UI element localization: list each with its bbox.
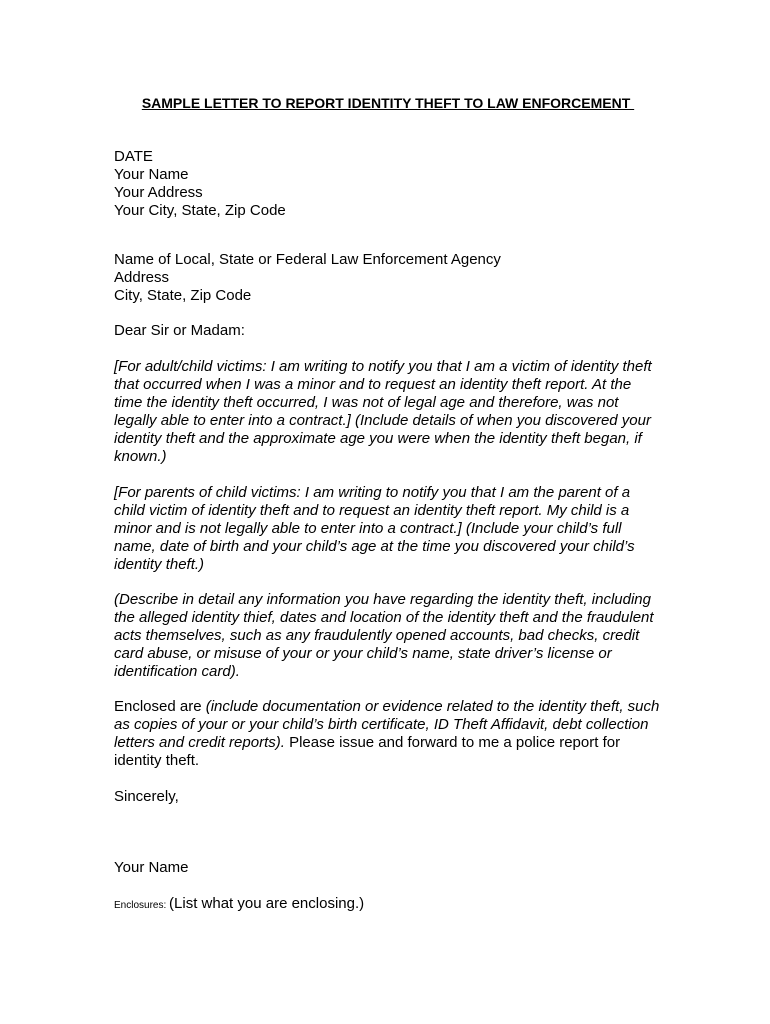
enclosures-label: Enclosures: (114, 900, 170, 911)
salutation (114, 322, 674, 340)
enclosures-text: (List what you are enclosing.) (169, 895, 365, 912)
enclosed-italic: (include documentation or evidence related to the identity theft, such as copies of your or your child’s birth certificate, ID Theft Affidavit, debt collection letters and credit reports). (114, 698, 660, 751)
sender-date: DATE (114, 148, 153, 165)
enclosures-line (114, 895, 674, 915)
paragraph-adult-child-victims: [For adult/child victims: I am writing to notify you that I am a victim of identity theft that occurred when I was a minor and to request an identity theft report. At the time the identity theft occurred, I was not of legal age and therefore, was not legally able to enter into a contract.] (Include details of when you discovered your identity theft and the approximate age you were when the identity theft began, if known.) (114, 358, 652, 465)
letter-title: SAMPLE LETTER TO REPORT IDENTITY THEFT TO LAW ENFORCEMENT (141, 95, 635, 111)
recipient-block (114, 251, 674, 305)
recipient-city: City, State, Zip Code (114, 287, 252, 304)
signature (114, 859, 674, 877)
sender-address: Your Address (114, 184, 203, 201)
closing (114, 788, 674, 806)
closing-text: Sincerely, (114, 788, 179, 805)
sender-name: Your Name (114, 166, 189, 183)
enclosed-tail: Please issue and forward to me a police report for identity theft. (114, 734, 621, 769)
paragraph-describe-details: (Describe in detail any information you have regarding the identity theft, including the alleged identity thief, dates and location of the identity theft and the fraudulent acts themselves, such as any fraudulently opened accounts, bad checks, credit card abuse, or misuse of your or your child’s name, state driver’s license or identification card). (114, 591, 654, 680)
sender-city: Your City, State, Zip Code (114, 202, 286, 219)
recipient-agency: Name of Local, State or Federal Law Enforcement Agency (114, 251, 501, 268)
signature-name: Your Name (114, 859, 189, 876)
paragraph-enclosed (114, 698, 662, 770)
paragraph-parents-of-child-victims: [For parents of child victims: I am writing to notify you that I am the parent of a child victim of identity theft and to request an identity theft report. My child is a minor and is not legally able to enter into a contract.] (Include your child’s full name, date of birth and your child’s age at the time you discovered your child’s identity theft.) (114, 484, 635, 573)
recipient-address: Address (114, 269, 170, 286)
sender-block (114, 148, 674, 220)
salutation-text: Dear Sir or Madam: (114, 322, 245, 339)
enclosed-lead: Enclosed are (114, 698, 206, 715)
